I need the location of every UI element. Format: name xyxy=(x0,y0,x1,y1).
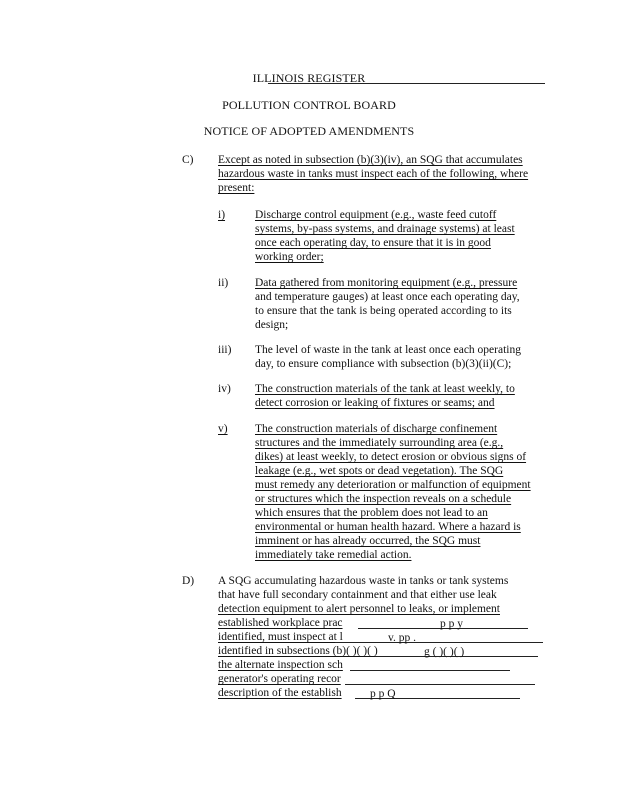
truncated-rule xyxy=(345,684,535,685)
register-title: ILLINOIS REGISTER xyxy=(252,71,366,85)
item-v-label: v) xyxy=(218,423,228,435)
board-title: POLLUTION CONTROL BOARD xyxy=(222,98,396,112)
item-line: once each operating day, to ensure that it is in good xyxy=(255,237,491,249)
text-fragment: g ( )( )( ) xyxy=(424,646,465,658)
item-line: The construction materials of discharge confinement xyxy=(255,423,498,435)
item-line: The level of waste in the tank at least once each operating xyxy=(255,344,521,356)
section-d-line: established workplace prac xyxy=(218,617,343,629)
text-fragment: v. pp . xyxy=(388,632,417,644)
item-i-label: i) xyxy=(218,209,226,221)
item-line: or structures which the inspection reveals on a schedule xyxy=(255,493,512,505)
item-line: Discharge control equipment (e.g., waste feed cutoff xyxy=(255,209,497,221)
item-line: systems, by-pass systems, and drainage systems) at least xyxy=(255,223,515,235)
section-d-line: identified in subsections (b)( )( )( ) xyxy=(218,645,378,657)
item-line: working order; xyxy=(255,251,324,263)
section-d-line: detection equipment to alert personnel to leaks, or implement xyxy=(218,603,500,615)
text-fragment: p p y xyxy=(440,618,463,630)
section-d-line: that have full secondary containment and that either use leak xyxy=(218,589,497,601)
item-line: which ensures that the problem does not lead to an xyxy=(255,507,488,519)
truncated-rule xyxy=(350,670,510,671)
item-line: day, to ensure compliance with subsection (b)(3)(ii)(C); xyxy=(255,358,512,370)
item-line: and temperature gauges) at least once each operating day, xyxy=(255,291,520,303)
item-iii-label: iii) xyxy=(218,344,232,356)
section-d-line: the alternate inspection sch xyxy=(218,659,343,671)
item-line: The construction materials of the tank at least weekly, to xyxy=(255,383,515,395)
item-line: detect corrosion or leaking of fixtures or seams; and xyxy=(255,397,495,409)
item-line: structures and the immediately surrounding area (e.g., xyxy=(255,437,504,449)
item-line: must remedy any deterioration or malfunction of equipment xyxy=(255,479,531,491)
section-d-label: D) xyxy=(182,575,195,587)
item-line: to ensure that the tank is being operated according to its xyxy=(255,305,512,317)
item-line: imminent or has already occurred, the SQG must xyxy=(255,535,481,547)
item-line: dikes) at least weekly, to detect erosion or obvious signs of xyxy=(255,451,527,463)
register-rule xyxy=(268,83,545,84)
item-line: leakage (e.g., wet spots or dead vegetation). The SQG xyxy=(255,465,504,477)
section-c-line: Except as noted in subsection (b)(3)(iv), an SQG that accumulates xyxy=(218,154,523,166)
section-d-line: A SQG accumulating hazardous waste in tanks or tank systems xyxy=(218,575,509,587)
section-d-line: description of the establish xyxy=(218,687,342,699)
item-v-text xyxy=(255,422,531,562)
section-d-text xyxy=(218,574,508,700)
item-iii-text xyxy=(255,343,521,371)
item-ii-label: ii) xyxy=(218,277,229,289)
section-d-line: generator's operating recor xyxy=(218,673,341,685)
item-iv-label: iv) xyxy=(218,383,231,395)
item-iv-text xyxy=(255,382,515,410)
section-d-line: identified, must inspect at l xyxy=(218,631,343,643)
section-c-line: present: xyxy=(218,182,255,194)
item-line: environmental or human health hazard. Where a hazard is xyxy=(255,521,521,533)
item-line: design; xyxy=(255,319,289,331)
item-i-text xyxy=(255,208,515,264)
section-c-text xyxy=(218,153,528,195)
section-c-line: hazardous waste in tanks must inspect each of the following, where xyxy=(218,168,529,180)
notice-title: NOTICE OF ADOPTED AMENDMENTS xyxy=(203,124,415,138)
item-line: immediately take remedial action. xyxy=(255,549,412,561)
text-fragment: p p Q xyxy=(370,688,396,700)
item-ii-text xyxy=(255,276,520,332)
item-line: Data gathered from monitoring equipment (e.g., pressure xyxy=(255,277,518,289)
truncated-rule xyxy=(335,642,543,643)
section-c-label: C) xyxy=(182,154,194,166)
